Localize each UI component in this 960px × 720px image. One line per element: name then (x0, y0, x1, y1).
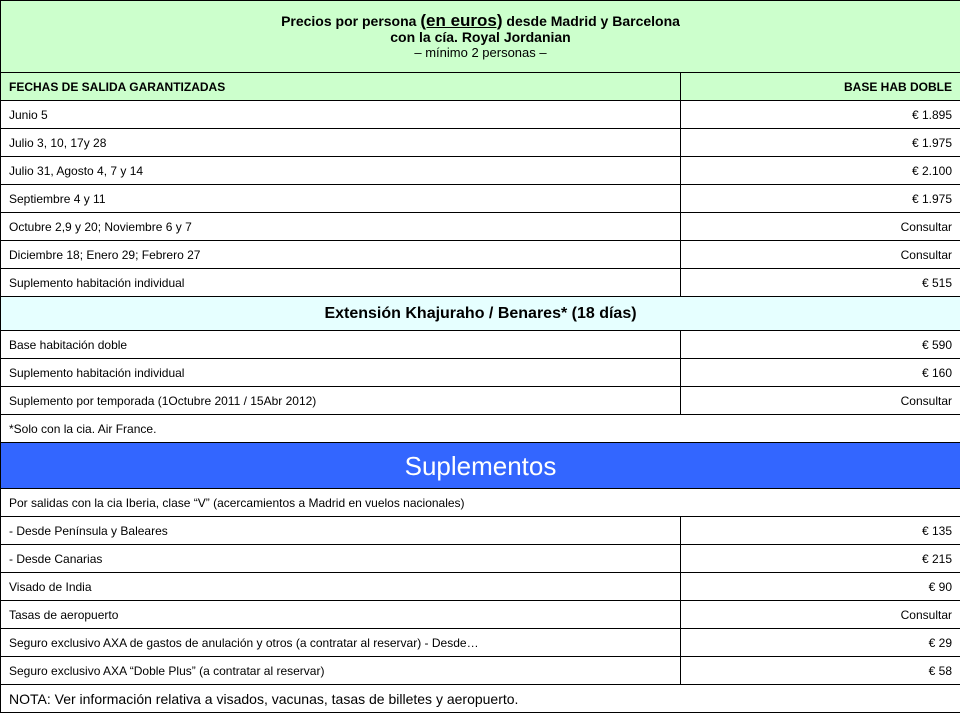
table-row (1, 517, 960, 545)
row-value: € 29 (681, 629, 960, 657)
header-line3: – mínimo 2 personas – (414, 44, 547, 60)
column-header-row (1, 73, 960, 101)
row-label: Julio 31, Agosto 4, 7 y 14 (1, 157, 681, 185)
row-label: Tasas de aeropuerto (1, 601, 681, 629)
table-row (1, 629, 960, 657)
row-value: € 2.100 (681, 157, 960, 185)
supplements-title: Suplementos (1, 443, 960, 489)
row-label: Diciembre 18; Enero 29; Febrero 27 (1, 241, 681, 269)
row-label: Suplemento habitación individual (1, 359, 681, 387)
row-label: Julio 3, 10, 17y 28 (1, 129, 681, 157)
table-row (1, 157, 960, 185)
row-label: - Desde Canarias (1, 545, 681, 573)
supplements-intro-row (1, 489, 960, 517)
column-header-price: BASE HAB DOBLE (681, 73, 960, 101)
row-value: Consultar (681, 601, 960, 629)
row-value: Consultar (681, 213, 960, 241)
note-row (1, 685, 960, 713)
row-value: Consultar (681, 387, 960, 415)
row-value: € 90 (681, 573, 960, 601)
row-label: Octubre 2,9 y 20; Noviembre 6 y 7 (1, 213, 681, 241)
header-row (1, 1, 960, 73)
row-label: Seguro exclusivo AXA “Doble Plus” (a contratar al reservar) (1, 657, 681, 685)
row-value: € 215 (681, 545, 960, 573)
table-row (1, 545, 960, 573)
header-text-c: desde Madrid y Barcelona (502, 12, 680, 29)
table-row (1, 657, 960, 685)
row-value: € 1.895 (681, 101, 960, 129)
row-value: Consultar (681, 241, 960, 269)
row-label: Suplemento por temporada (1Octubre 2011 / 15Abr 2012) (1, 387, 681, 415)
row-value: € 1.975 (681, 129, 960, 157)
table-row (1, 185, 960, 213)
supplements-intro: Por salidas con la cia Iberia, clase “V” (acercamientos a Madrid en vuelos nacionales) (1, 489, 960, 517)
row-value: € 515 (681, 269, 960, 297)
row-label: Suplemento habitación individual (1, 269, 681, 297)
footnote-row (1, 415, 960, 443)
extension-title-row (1, 297, 960, 331)
row-value: € 160 (681, 359, 960, 387)
note-text: NOTA: Ver información relativa a visados, vacunas, tasas de billetes y aeropuerto. (1, 685, 960, 713)
header-line1 (9, 10, 952, 30)
header-cell (1, 1, 960, 73)
table-row (1, 601, 960, 629)
row-label: Base habitación doble (1, 331, 681, 359)
table-row (1, 101, 960, 129)
row-value: € 135 (681, 517, 960, 545)
header-line2: con la cía. Royal Jordanian (390, 28, 571, 45)
table-row (1, 387, 960, 415)
table-row (1, 573, 960, 601)
row-label: Junio 5 (1, 101, 681, 129)
supplements-title-row (1, 443, 960, 489)
extension-footnote: *Solo con la cia. Air France. (1, 415, 960, 443)
column-header-dates: FECHAS DE SALIDA GARANTIZADAS (1, 73, 681, 101)
table-row (1, 241, 960, 269)
header-text-a: Precios por persona (281, 12, 421, 29)
table-row (1, 331, 960, 359)
extension-title: Extensión Khajuraho / Benares* (18 días) (1, 297, 960, 331)
table-row (1, 129, 960, 157)
table-row (1, 359, 960, 387)
row-value: € 590 (681, 331, 960, 359)
row-label: - Desde Península y Baleares (1, 517, 681, 545)
header-currency: (en euros) (420, 10, 503, 30)
row-value: € 58 (681, 657, 960, 685)
row-label: Seguro exclusivo AXA de gastos de anulación y otros (a contratar al reservar) - Desde… (1, 629, 681, 657)
table-row (1, 269, 960, 297)
table-row (1, 213, 960, 241)
row-label: Visado de India (1, 573, 681, 601)
row-value: € 1.975 (681, 185, 960, 213)
row-label: Septiembre 4 y 11 (1, 185, 681, 213)
